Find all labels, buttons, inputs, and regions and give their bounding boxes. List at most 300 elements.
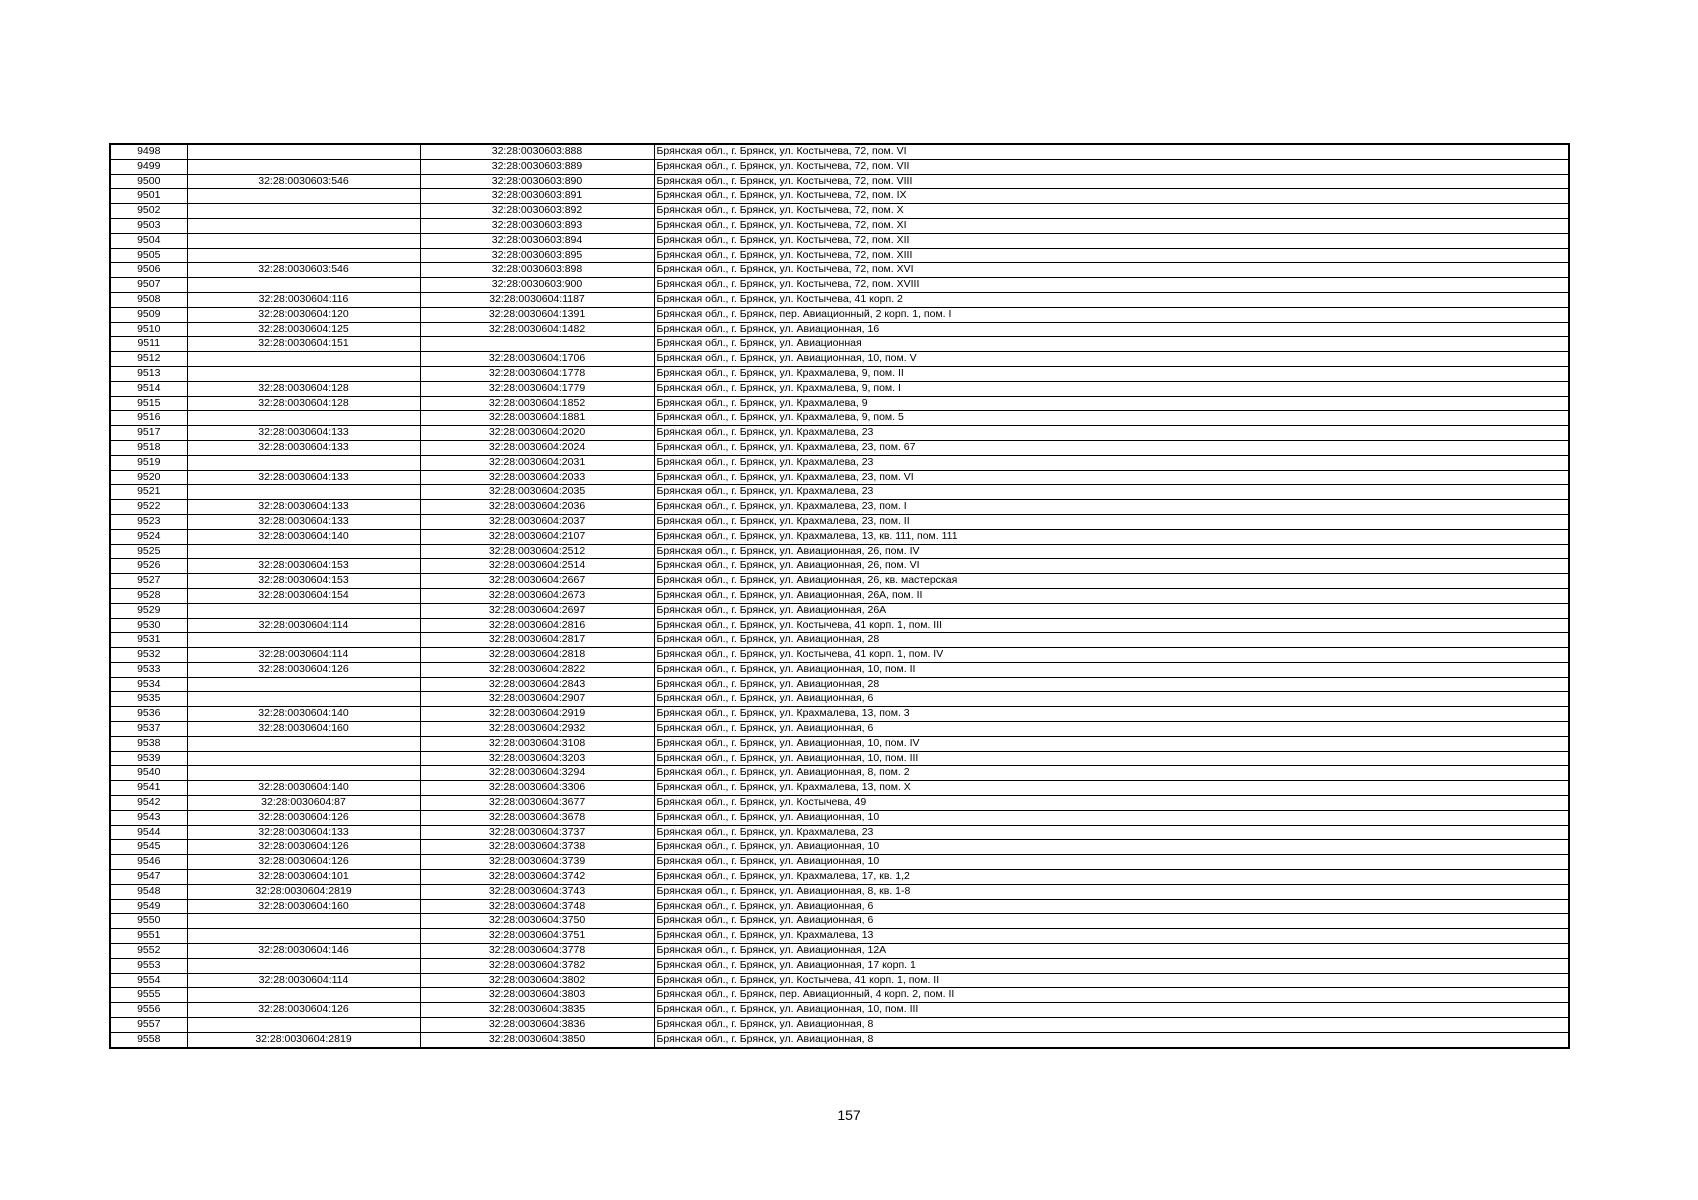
address-cell: Брянская обл., г. Брянск, ул. Костычева, 72, пом. X	[654, 204, 1569, 219]
row-number-cell: 9534	[110, 677, 187, 692]
table-row	[110, 633, 1569, 648]
cadastral-number-cell: 32:28:0030604:2514	[420, 559, 654, 574]
cadastral-number-cell: 32:28:0030604:3751	[420, 929, 654, 944]
cadastral-number-cell: 32:28:0030604:3778	[420, 944, 654, 959]
cadastral-number-cell: 32:28:0030604:2818	[420, 648, 654, 663]
cadastral-number-cell: 32:28:0030603:891	[420, 189, 654, 204]
row-number-cell: 9509	[110, 307, 187, 322]
land-parcel-cell: 32:28:0030604:140	[187, 781, 420, 796]
row-number-cell: 9518	[110, 440, 187, 455]
land-parcel-cell	[187, 248, 420, 263]
table-row	[110, 781, 1569, 796]
address-cell: Брянская обл., г. Брянск, ул. Крахмалева, 9, пом. 5	[654, 411, 1569, 426]
row-number-cell: 9531	[110, 633, 187, 648]
land-parcel-cell: 32:28:0030604:120	[187, 307, 420, 322]
table-row	[110, 292, 1569, 307]
land-parcel-cell: 32:28:0030604:126	[187, 1003, 420, 1018]
land-parcel-cell: 32:28:0030604:154	[187, 588, 420, 603]
cadastral-number-cell: 32:28:0030604:2907	[420, 692, 654, 707]
page-number: 157	[837, 1107, 861, 1123]
table-row	[110, 899, 1569, 914]
address-cell: Брянская обл., г. Брянск, ул. Костычева, 72, пом. VIII	[654, 174, 1569, 189]
address-cell: Брянская обл., г. Брянск, ул. Костычева, 72, пом. XI	[654, 218, 1569, 233]
cadastral-number-cell: 32:28:0030604:3802	[420, 973, 654, 988]
land-parcel-cell	[187, 1018, 420, 1033]
cadastral-number-cell: 32:28:0030604:1706	[420, 352, 654, 367]
table-row	[110, 588, 1569, 603]
land-parcel-cell	[187, 544, 420, 559]
address-cell: Брянская обл., г. Брянск, ул. Костычева, 41 корп. 1, пом. III	[654, 618, 1569, 633]
table-row	[110, 366, 1569, 381]
land-parcel-cell	[187, 751, 420, 766]
land-parcel-cell	[187, 485, 420, 500]
address-cell: Брянская обл., г. Брянск, ул. Крахмалева, 9	[654, 396, 1569, 411]
address-cell: Брянская обл., г. Брянск, ул. Авиационная, 26, пом. IV	[654, 544, 1569, 559]
address-cell: Брянская обл., г. Брянск, ул. Авиационная, 10, пом. V	[654, 352, 1569, 367]
row-number-cell: 9542	[110, 796, 187, 811]
address-cell: Брянская обл., г. Брянск, ул. Авиационная, 10	[654, 810, 1569, 825]
land-parcel-cell: 32:28:0030604:126	[187, 855, 420, 870]
cadastral-number-cell: 32:28:0030604:1881	[420, 411, 654, 426]
row-number-cell: 9498	[110, 144, 187, 159]
table-row	[110, 514, 1569, 529]
row-number-cell: 9517	[110, 426, 187, 441]
table-row	[110, 278, 1569, 293]
table-row	[110, 337, 1569, 352]
row-number-cell: 9536	[110, 707, 187, 722]
row-number-cell: 9511	[110, 337, 187, 352]
land-parcel-cell: 32:28:0030604:126	[187, 810, 420, 825]
table-row	[110, 796, 1569, 811]
land-parcel-cell	[187, 233, 420, 248]
land-parcel-cell: 32:28:0030604:160	[187, 722, 420, 737]
address-cell: Брянская обл., г. Брянск, ул. Костычева, 72, пом. XVI	[654, 263, 1569, 278]
table-row	[110, 648, 1569, 663]
land-parcel-cell	[187, 633, 420, 648]
table-row	[110, 840, 1569, 855]
table-row	[110, 855, 1569, 870]
row-number-cell: 9558	[110, 1032, 187, 1047]
land-parcel-cell	[187, 766, 420, 781]
table-row	[110, 381, 1569, 396]
row-number-cell: 9543	[110, 810, 187, 825]
address-cell: Брянская обл., г. Брянск, ул. Крахмалева, 23, пом. I	[654, 500, 1569, 515]
land-parcel-cell: 32:28:0030604:2819	[187, 884, 420, 899]
row-number-cell: 9510	[110, 322, 187, 337]
land-parcel-cell: 32:28:0030604:146	[187, 944, 420, 959]
land-parcel-cell: 32:28:0030604:153	[187, 559, 420, 574]
land-parcel-cell	[187, 204, 420, 219]
cadastral-number-cell: 32:28:0030604:2919	[420, 707, 654, 722]
cadastral-number-cell: 32:28:0030604:2036	[420, 500, 654, 515]
land-parcel-cell: 32:28:0030604:116	[187, 292, 420, 307]
table-row	[110, 248, 1569, 263]
table-row	[110, 218, 1569, 233]
land-parcel-cell: 32:28:0030604:125	[187, 322, 420, 337]
table-row	[110, 603, 1569, 618]
row-number-cell: 9535	[110, 692, 187, 707]
row-number-cell: 9553	[110, 958, 187, 973]
land-parcel-cell: 32:28:0030604:128	[187, 396, 420, 411]
table-row	[110, 455, 1569, 470]
table-row	[110, 677, 1569, 692]
land-parcel-cell	[187, 218, 420, 233]
table-row	[110, 766, 1569, 781]
cadastral-number-cell: 32:28:0030604:3203	[420, 751, 654, 766]
land-parcel-cell: 32:28:0030604:151	[187, 337, 420, 352]
row-number-cell: 9557	[110, 1018, 187, 1033]
row-number-cell: 9503	[110, 218, 187, 233]
address-cell: Брянская обл., г. Брянск, ул. Авиационная	[654, 337, 1569, 352]
table-row	[110, 929, 1569, 944]
row-number-cell: 9546	[110, 855, 187, 870]
row-number-cell: 9519	[110, 455, 187, 470]
land-parcel-cell	[187, 736, 420, 751]
row-number-cell: 9526	[110, 559, 187, 574]
row-number-cell: 9552	[110, 944, 187, 959]
address-cell: Брянская обл., г. Брянск, ул. Крахмалева, 23	[654, 825, 1569, 840]
cadastral-number-cell: 32:28:0030603:894	[420, 233, 654, 248]
table-row	[110, 574, 1569, 589]
row-number-cell: 9516	[110, 411, 187, 426]
land-parcel-cell	[187, 914, 420, 929]
cadastral-number-cell: 32:28:0030604:3836	[420, 1018, 654, 1033]
table-row	[110, 722, 1569, 737]
table-row	[110, 159, 1569, 174]
cadastral-number-cell: 32:28:0030603:890	[420, 174, 654, 189]
row-number-cell: 9525	[110, 544, 187, 559]
address-cell: Брянская обл., г. Брянск, ул. Костычева, 72, пом. VII	[654, 159, 1569, 174]
land-parcel-cell: 32:28:0030604:133	[187, 426, 420, 441]
row-number-cell: 9545	[110, 840, 187, 855]
address-cell: Брянская обл., г. Брянск, ул. Авиационная, 8, пом. 2	[654, 766, 1569, 781]
address-cell: Брянская обл., г. Брянск, пер. Авиационный, 4 корп. 2, пом. II	[654, 988, 1569, 1003]
table-row	[110, 973, 1569, 988]
table-row	[110, 988, 1569, 1003]
address-cell: Брянская обл., г. Брянск, ул. Авиационная, 6	[654, 722, 1569, 737]
land-parcel-cell	[187, 144, 420, 159]
cadastral-number-cell: 32:28:0030604:3750	[420, 914, 654, 929]
land-parcel-cell	[187, 352, 420, 367]
land-parcel-cell	[187, 411, 420, 426]
cadastral-number-cell: 32:28:0030604:3108	[420, 736, 654, 751]
address-cell: Брянская обл., г. Брянск, ул. Крахмалева, 23	[654, 455, 1569, 470]
row-number-cell: 9522	[110, 500, 187, 515]
table-row	[110, 810, 1569, 825]
cadastral-number-cell: 32:28:0030604:3742	[420, 870, 654, 885]
cadastral-number-cell: 32:28:0030604:3677	[420, 796, 654, 811]
address-cell: Брянская обл., г. Брянск, ул. Крахмалева, 9, пом. II	[654, 366, 1569, 381]
address-cell: Брянская обл., г. Брянск, ул. Авиационная, 12А	[654, 944, 1569, 959]
address-cell: Брянская обл., г. Брянск, ул. Авиационная, 26А	[654, 603, 1569, 618]
table-row	[110, 751, 1569, 766]
land-parcel-cell: 32:28:0030604:140	[187, 529, 420, 544]
table-row	[110, 692, 1569, 707]
cadastral-number-cell: 32:28:0030604:3294	[420, 766, 654, 781]
cadastral-number-cell: 32:28:0030604:1779	[420, 381, 654, 396]
row-number-cell: 9547	[110, 870, 187, 885]
address-cell: Брянская обл., г. Брянск, ул. Авиационная, 10	[654, 855, 1569, 870]
cadastral-number-cell: 32:28:0030604:3678	[420, 810, 654, 825]
cadastral-number-cell: 32:28:0030604:3835	[420, 1003, 654, 1018]
cadastral-number-cell: 32:28:0030604:3738	[420, 840, 654, 855]
cadastral-number-cell: 32:28:0030604:2020	[420, 426, 654, 441]
land-parcel-cell: 32:28:0030604:2819	[187, 1032, 420, 1047]
table-row	[110, 825, 1569, 840]
cadastral-number-cell: 32:28:0030604:2817	[420, 633, 654, 648]
cadastral-number-cell: 32:28:0030604:2816	[420, 618, 654, 633]
land-parcel-cell: 32:28:0030604:87	[187, 796, 420, 811]
cadastral-number-cell: 32:28:0030604:2037	[420, 514, 654, 529]
table-row	[110, 174, 1569, 189]
address-cell: Брянская обл., г. Брянск, ул. Крахмалева, 13	[654, 929, 1569, 944]
land-parcel-cell	[187, 677, 420, 692]
row-number-cell: 9540	[110, 766, 187, 781]
address-cell: Брянская обл., г. Брянск, ул. Авиационная, 28	[654, 677, 1569, 692]
address-cell: Брянская обл., г. Брянск, ул. Крахмалева, 9, пом. I	[654, 381, 1569, 396]
address-cell: Брянская обл., г. Брянск, пер. Авиационный, 2 корп. 1, пом. I	[654, 307, 1569, 322]
cadastral-number-cell: 32:28:0030603:888	[420, 144, 654, 159]
row-number-cell: 9508	[110, 292, 187, 307]
table-row	[110, 396, 1569, 411]
row-number-cell: 9549	[110, 899, 187, 914]
cadastral-number-cell: 32:28:0030604:2024	[420, 440, 654, 455]
cadastral-number-cell: 32:28:0030604:1482	[420, 322, 654, 337]
address-cell: Брянская обл., г. Брянск, ул. Авиационная, 16	[654, 322, 1569, 337]
address-cell: Брянская обл., г. Брянск, ул. Авиационная, 10, пом. III	[654, 751, 1569, 766]
address-cell: Брянская обл., г. Брянск, ул. Авиационная, 6	[654, 914, 1569, 929]
address-cell: Брянская обл., г. Брянск, ул. Крахмалева, 13, пом. 3	[654, 707, 1569, 722]
address-cell: Брянская обл., г. Брянск, ул. Авиационная, 28	[654, 633, 1569, 648]
row-number-cell: 9551	[110, 929, 187, 944]
land-parcel-cell: 32:28:0030604:133	[187, 440, 420, 455]
land-parcel-cell: 32:28:0030604:133	[187, 500, 420, 515]
address-cell: Брянская обл., г. Брянск, ул. Авиационная, 10	[654, 840, 1569, 855]
table-row	[110, 529, 1569, 544]
row-number-cell: 9544	[110, 825, 187, 840]
cadastral-number-cell: 32:28:0030604:2843	[420, 677, 654, 692]
row-number-cell: 9537	[110, 722, 187, 737]
cadastral-number-cell	[420, 337, 654, 352]
row-number-cell: 9533	[110, 662, 187, 677]
table-row	[110, 870, 1569, 885]
row-number-cell: 9513	[110, 366, 187, 381]
table-row	[110, 736, 1569, 751]
row-number-cell: 9538	[110, 736, 187, 751]
land-parcel-cell: 32:28:0030604:160	[187, 899, 420, 914]
land-parcel-cell: 32:28:0030604:133	[187, 470, 420, 485]
row-number-cell: 9555	[110, 988, 187, 1003]
land-parcel-cell: 32:28:0030604:114	[187, 618, 420, 633]
row-number-cell: 9520	[110, 470, 187, 485]
table-row	[110, 1032, 1569, 1047]
table-row	[110, 618, 1569, 633]
table-row	[110, 233, 1569, 248]
table-row	[110, 884, 1569, 899]
cadastral-number-cell: 32:28:0030604:3737	[420, 825, 654, 840]
address-cell: Брянская обл., г. Брянск, ул. Костычева, 72, пом. XII	[654, 233, 1569, 248]
address-cell: Брянская обл., г. Брянск, ул. Крахмалева, 17, кв. 1,2	[654, 870, 1569, 885]
row-number-cell: 9501	[110, 189, 187, 204]
cadastral-number-cell: 32:28:0030603:895	[420, 248, 654, 263]
cadastral-number-cell: 32:28:0030603:900	[420, 278, 654, 293]
address-cell: Брянская обл., г. Брянск, ул. Авиационная, 26А, пом. II	[654, 588, 1569, 603]
table-row	[110, 440, 1569, 455]
cadastral-number-cell: 32:28:0030604:3803	[420, 988, 654, 1003]
cadastral-number-cell: 32:28:0030604:1778	[420, 366, 654, 381]
property-registry-table	[109, 143, 1570, 1049]
land-parcel-cell: 32:28:0030604:126	[187, 840, 420, 855]
cadastral-number-cell: 32:28:0030604:3743	[420, 884, 654, 899]
table-body	[110, 144, 1569, 1048]
table-row	[110, 1003, 1569, 1018]
land-parcel-cell	[187, 988, 420, 1003]
cadastral-number-cell: 32:28:0030604:1852	[420, 396, 654, 411]
land-parcel-cell	[187, 189, 420, 204]
table-row	[110, 426, 1569, 441]
land-parcel-cell: 32:28:0030604:140	[187, 707, 420, 722]
address-cell: Брянская обл., г. Брянск, ул. Авиационная, 6	[654, 692, 1569, 707]
table-row	[110, 662, 1569, 677]
cadastral-number-cell: 32:28:0030604:1187	[420, 292, 654, 307]
address-cell: Брянская обл., г. Брянск, ул. Крахмалева, 23, пом. VI	[654, 470, 1569, 485]
land-parcel-cell: 32:28:0030604:114	[187, 973, 420, 988]
table-row	[110, 559, 1569, 574]
address-cell: Брянская обл., г. Брянск, ул. Авиационная, 26, пом. VI	[654, 559, 1569, 574]
table-row	[110, 500, 1569, 515]
land-parcel-cell: 32:28:0030604:126	[187, 662, 420, 677]
cadastral-number-cell: 32:28:0030604:2031	[420, 455, 654, 470]
row-number-cell: 9529	[110, 603, 187, 618]
table-row	[110, 485, 1569, 500]
row-number-cell: 9530	[110, 618, 187, 633]
address-cell: Брянская обл., г. Брянск, ул. Авиационная, 26, кв. мастерская	[654, 574, 1569, 589]
address-cell: Брянская обл., г. Брянск, ул. Крахмалева, 23, пом. 67	[654, 440, 1569, 455]
cadastral-number-cell: 32:28:0030604:2822	[420, 662, 654, 677]
row-number-cell: 9532	[110, 648, 187, 663]
table-row	[110, 204, 1569, 219]
address-cell: Брянская обл., г. Брянск, ул. Костычева, 41 корп. 1, пом. II	[654, 973, 1569, 988]
land-parcel-cell: 32:28:0030603:546	[187, 263, 420, 278]
land-parcel-cell	[187, 929, 420, 944]
cadastral-number-cell: 32:28:0030604:2033	[420, 470, 654, 485]
address-cell: Брянская обл., г. Брянск, ул. Костычева, 72, пом. VI	[654, 144, 1569, 159]
row-number-cell: 9505	[110, 248, 187, 263]
row-number-cell: 9504	[110, 233, 187, 248]
row-number-cell: 9527	[110, 574, 187, 589]
row-number-cell: 9528	[110, 588, 187, 603]
land-parcel-cell	[187, 366, 420, 381]
table-row	[110, 322, 1569, 337]
row-number-cell: 9524	[110, 529, 187, 544]
land-parcel-cell	[187, 159, 420, 174]
row-number-cell: 9539	[110, 751, 187, 766]
table-row	[110, 914, 1569, 929]
cadastral-number-cell: 32:28:0030603:892	[420, 204, 654, 219]
land-parcel-cell: 32:28:0030603:546	[187, 174, 420, 189]
row-number-cell: 9506	[110, 263, 187, 278]
land-parcel-cell: 32:28:0030604:101	[187, 870, 420, 885]
table-row	[110, 470, 1569, 485]
cadastral-number-cell: 32:28:0030603:898	[420, 263, 654, 278]
table-row	[110, 263, 1569, 278]
row-number-cell: 9556	[110, 1003, 187, 1018]
row-number-cell: 9515	[110, 396, 187, 411]
cadastral-number-cell: 32:28:0030604:3306	[420, 781, 654, 796]
address-cell: Брянская обл., г. Брянск, ул. Крахмалева, 23	[654, 426, 1569, 441]
table-row	[110, 411, 1569, 426]
cadastral-number-cell: 32:28:0030603:889	[420, 159, 654, 174]
table-row	[110, 544, 1569, 559]
address-cell: Брянская обл., г. Брянск, ул. Крахмалева, 23	[654, 485, 1569, 500]
land-parcel-cell: 32:28:0030604:133	[187, 514, 420, 529]
address-cell: Брянская обл., г. Брянск, ул. Крахмалева, 13, пом. X	[654, 781, 1569, 796]
table-row	[110, 352, 1569, 367]
cadastral-number-cell: 32:28:0030603:893	[420, 218, 654, 233]
table-row	[110, 944, 1569, 959]
address-cell: Брянская обл., г. Брянск, ул. Авиационная, 10, пом. III	[654, 1003, 1569, 1018]
table-row	[110, 958, 1569, 973]
address-cell: Брянская обл., г. Брянск, ул. Авиационная, 10, пом. II	[654, 662, 1569, 677]
row-number-cell: 9500	[110, 174, 187, 189]
address-cell: Брянская обл., г. Брянск, ул. Авиационная, 8	[654, 1032, 1569, 1047]
land-parcel-cell	[187, 958, 420, 973]
row-number-cell: 9548	[110, 884, 187, 899]
cadastral-number-cell: 32:28:0030604:2035	[420, 485, 654, 500]
row-number-cell: 9521	[110, 485, 187, 500]
address-cell: Брянская обл., г. Брянск, ул. Костычева, 49	[654, 796, 1569, 811]
cadastral-number-cell: 32:28:0030604:3850	[420, 1032, 654, 1047]
address-cell: Брянская обл., г. Брянск, ул. Костычева, 72, пом. XVIII	[654, 278, 1569, 293]
address-cell: Брянская обл., г. Брянск, ул. Костычева, 41 корп. 2	[654, 292, 1569, 307]
address-cell: Брянская обл., г. Брянск, ул. Авиационная, 6	[654, 899, 1569, 914]
land-parcel-cell	[187, 278, 420, 293]
address-cell: Брянская обл., г. Брянск, ул. Костычева, 72, пом. XIII	[654, 248, 1569, 263]
cadastral-number-cell: 32:28:0030604:2667	[420, 574, 654, 589]
row-number-cell: 9499	[110, 159, 187, 174]
cadastral-number-cell: 32:28:0030604:3748	[420, 899, 654, 914]
land-parcel-cell	[187, 603, 420, 618]
land-parcel-cell: 32:28:0030604:153	[187, 574, 420, 589]
address-cell: Брянская обл., г. Брянск, ул. Авиационная, 17 корп. 1	[654, 958, 1569, 973]
address-cell: Брянская обл., г. Брянск, ул. Авиационная, 8	[654, 1018, 1569, 1033]
table-row	[110, 707, 1569, 722]
cadastral-number-cell: 32:28:0030604:3782	[420, 958, 654, 973]
address-cell: Брянская обл., г. Брянск, ул. Костычева, 41 корп. 1, пом. IV	[654, 648, 1569, 663]
row-number-cell: 9507	[110, 278, 187, 293]
address-cell: Брянская обл., г. Брянск, ул. Крахмалева, 23, пом. II	[654, 514, 1569, 529]
cadastral-number-cell: 32:28:0030604:2932	[420, 722, 654, 737]
row-number-cell: 9541	[110, 781, 187, 796]
row-number-cell: 9512	[110, 352, 187, 367]
row-number-cell: 9514	[110, 381, 187, 396]
land-parcel-cell: 32:28:0030604:114	[187, 648, 420, 663]
cadastral-number-cell: 32:28:0030604:2673	[420, 588, 654, 603]
land-parcel-cell: 32:28:0030604:133	[187, 825, 420, 840]
table-row	[110, 189, 1569, 204]
cadastral-number-cell: 32:28:0030604:1391	[420, 307, 654, 322]
cadastral-number-cell: 32:28:0030604:2512	[420, 544, 654, 559]
address-cell: Брянская обл., г. Брянск, ул. Авиационная, 8, кв. 1-8	[654, 884, 1569, 899]
row-number-cell: 9502	[110, 204, 187, 219]
cadastral-number-cell: 32:28:0030604:2107	[420, 529, 654, 544]
table-row	[110, 307, 1569, 322]
address-cell: Брянская обл., г. Брянск, ул. Крахмалева, 13, кв. 111, пом. 111	[654, 529, 1569, 544]
address-cell: Брянская обл., г. Брянск, ул. Костычева, 72, пом. IX	[654, 189, 1569, 204]
table-row	[110, 1018, 1569, 1033]
cadastral-number-cell: 32:28:0030604:3739	[420, 855, 654, 870]
land-parcel-cell: 32:28:0030604:128	[187, 381, 420, 396]
